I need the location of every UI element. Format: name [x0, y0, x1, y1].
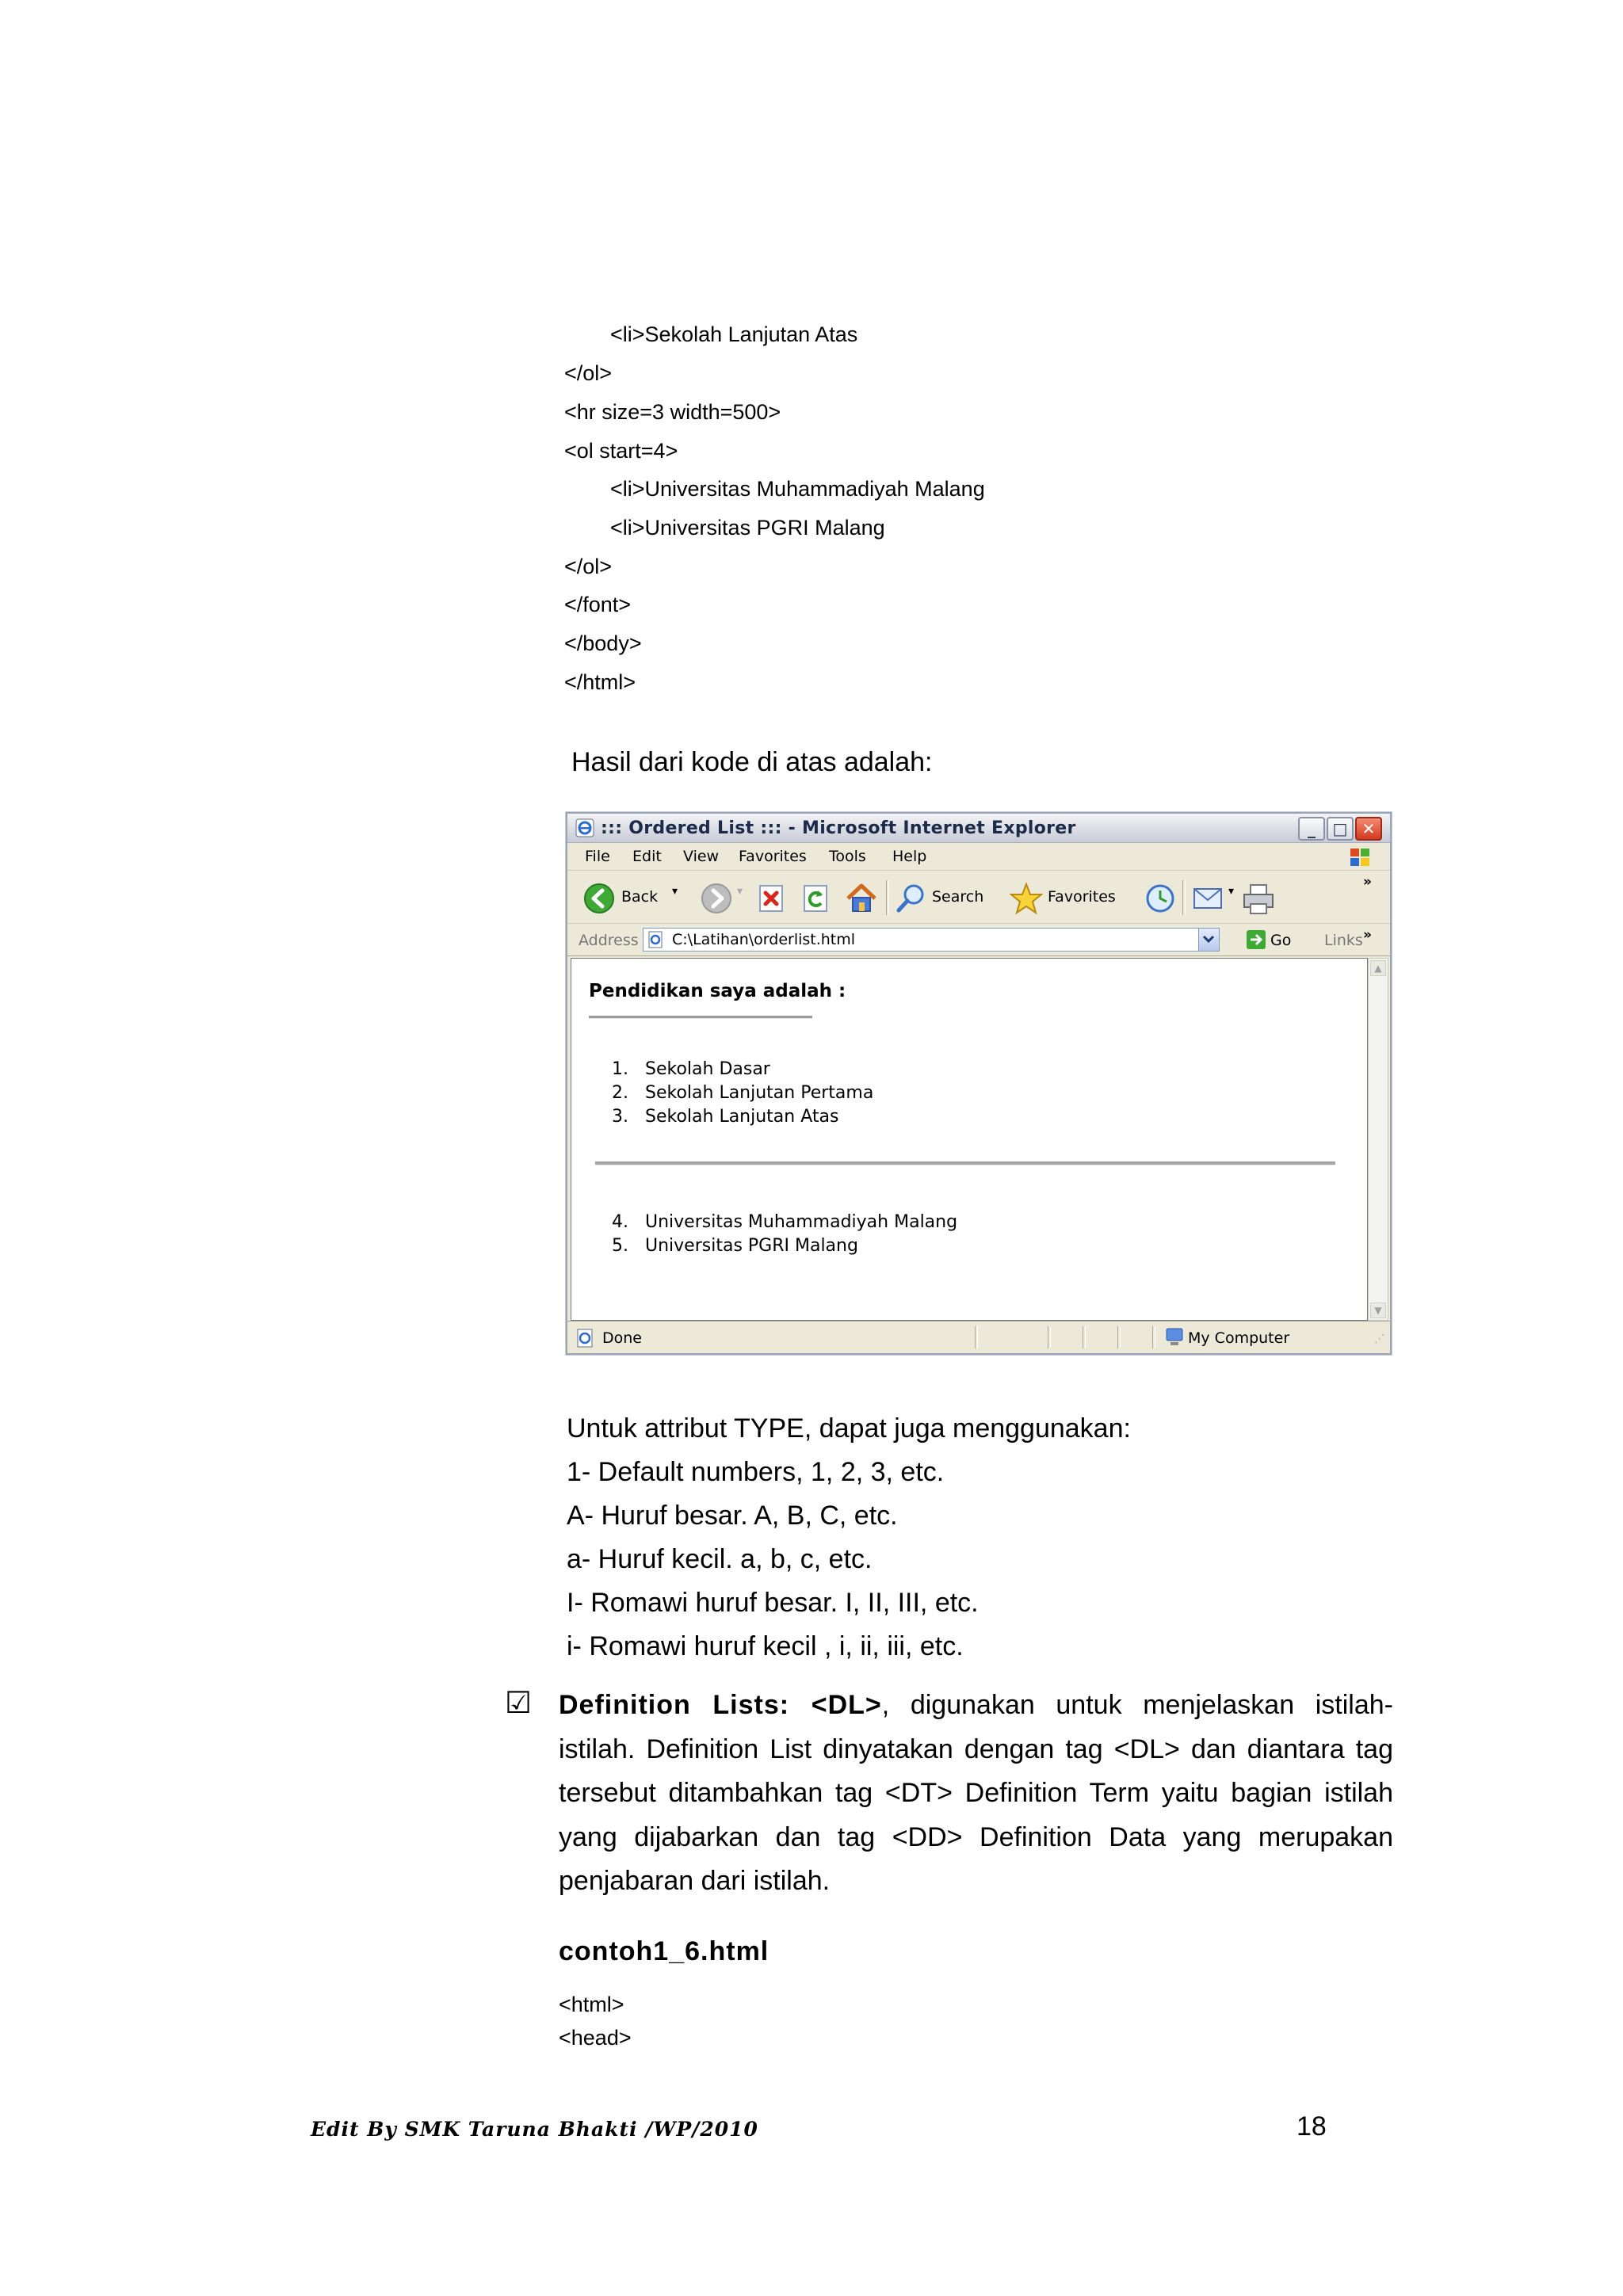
- menu-view[interactable]: View: [683, 848, 720, 865]
- code-line: <html>: [559, 1993, 624, 2016]
- horizontal-rule: [595, 1161, 1335, 1165]
- links-button[interactable]: Links: [1324, 932, 1363, 949]
- stop-icon[interactable]: [756, 883, 788, 914]
- minimize-button[interactable]: _: [1298, 817, 1325, 841]
- links-overflow-icon[interactable]: »: [1363, 927, 1372, 943]
- status-separator: [975, 1326, 978, 1348]
- home-icon[interactable]: [845, 882, 878, 915]
- favorites-star-icon[interactable]: [1010, 882, 1043, 915]
- mail-dropdown-icon[interactable]: ▾: [1228, 885, 1235, 898]
- code-line: </font>: [564, 593, 632, 616]
- paragraph-line: penjabaran dari istilah.: [559, 1866, 831, 1896]
- favorites-label[interactable]: Favorites: [1048, 888, 1116, 906]
- page-done-icon: [575, 1328, 596, 1348]
- browser-title: ::: Ordered List ::: - Microsoft Internet Explorer: [601, 818, 1076, 838]
- address-value: C:\Latihan\orderlist.html: [672, 931, 856, 948]
- status-separator: [1083, 1326, 1086, 1348]
- list-item-number: 4.: [612, 1212, 628, 1232]
- go-arrow-icon[interactable]: [1246, 929, 1266, 950]
- code-line: <hr size=3 width=500>: [564, 400, 781, 424]
- toolbar-separator: [1182, 880, 1186, 915]
- ie-icon: [575, 818, 594, 837]
- scroll-down-icon[interactable]: ▼: [1370, 1302, 1386, 1318]
- type-option: 1- Default numbers, 1, 2, 3, etc.: [567, 1457, 945, 1487]
- menu-edit[interactable]: Edit: [632, 848, 662, 865]
- back-dropdown-icon[interactable]: ▾: [672, 885, 678, 898]
- menu-help[interactable]: Help: [892, 848, 927, 865]
- standard-toolbar: [567, 871, 1390, 924]
- code-line: <li>Universitas Muhammadiyah Malang: [610, 477, 985, 501]
- menu-bar: [567, 843, 1390, 871]
- history-icon[interactable]: [1144, 883, 1176, 914]
- checkbox-icon: ☑: [505, 1687, 533, 1720]
- paragraph-line: tersebut ditambahkan tag <DT> Definition Term yaitu bagian istilah: [559, 1778, 1393, 1808]
- paragraph-line: [559, 1684, 1393, 1728]
- result-intro: Hasil dari kode di atas adalah:: [571, 747, 933, 777]
- code-line: <li>Universitas PGRI Malang: [610, 516, 885, 540]
- go-button[interactable]: Go: [1270, 932, 1292, 949]
- menu-tools[interactable]: Tools: [829, 848, 866, 865]
- menu-file[interactable]: File: [585, 848, 610, 865]
- refresh-icon[interactable]: [800, 883, 832, 914]
- heading-rule: [589, 1016, 812, 1019]
- list-item: Sekolah Lanjutan Pertama: [645, 1083, 874, 1103]
- search-icon[interactable]: [894, 882, 927, 915]
- address-label: Address: [579, 932, 639, 949]
- status-zone: My Computer: [1188, 1329, 1290, 1347]
- code-line: <head>: [559, 2026, 632, 2050]
- definition-paragraph: [559, 1684, 1393, 1904]
- paragraph-line: yang dijabarkan dan tag <DD> Definition Data yang merupakan: [559, 1821, 1393, 1852]
- browser-window: [566, 812, 1392, 1355]
- maximize-button[interactable]: □: [1327, 817, 1354, 841]
- status-text: Done: [602, 1329, 642, 1347]
- resize-grip-icon[interactable]: ⋰: [1374, 1333, 1385, 1345]
- mail-icon[interactable]: [1192, 883, 1227, 914]
- list-item: Sekolah Dasar: [645, 1059, 770, 1079]
- example-filename: contoh1_6.html: [559, 1936, 769, 1966]
- code-line: </body>: [564, 631, 642, 655]
- list-item-number: 2.: [612, 1083, 628, 1103]
- address-input[interactable]: [643, 928, 1220, 952]
- forward-arrow-icon[interactable]: [701, 883, 732, 914]
- search-label[interactable]: Search: [932, 888, 984, 906]
- page-heading: Pendidikan saya adalah :: [589, 981, 846, 1001]
- chevron-down-icon: [1199, 929, 1218, 949]
- code-line: </html>: [564, 670, 636, 694]
- type-option: a- Huruf kecil. a, b, c, etc.: [567, 1544, 873, 1574]
- my-computer-icon: [1163, 1326, 1186, 1348]
- scroll-up-icon[interactable]: ▲: [1370, 960, 1386, 976]
- type-option: A- Huruf besar. A, B, C, etc.: [567, 1501, 898, 1531]
- windows-flag-icon: [1344, 846, 1376, 868]
- list-item-number: 1.: [612, 1059, 628, 1079]
- type-intro: Untuk attribut TYPE, dapat juga menggunakan:: [567, 1413, 1131, 1444]
- print-icon[interactable]: [1241, 882, 1277, 917]
- code-line: <li>Sekolah Lanjutan Atas: [610, 322, 858, 346]
- status-separator: [1152, 1326, 1155, 1348]
- status-separator: [1117, 1326, 1121, 1348]
- type-option: I- Romawi huruf besar. I, II, III, etc.: [567, 1588, 979, 1618]
- back-arrow-icon[interactable]: [583, 883, 615, 914]
- browser-title-bar: [567, 814, 1390, 843]
- toolbar-separator: [886, 880, 889, 915]
- forward-dropdown-icon[interactable]: ▾: [737, 885, 743, 898]
- vertical-scrollbar[interactable]: [1368, 958, 1388, 1321]
- back-label[interactable]: Back: [621, 888, 659, 906]
- page-icon: [647, 931, 665, 948]
- toolbar-overflow-icon[interactable]: »: [1363, 874, 1372, 890]
- browser-viewport: [571, 958, 1368, 1321]
- address-bar: [567, 924, 1390, 956]
- status-separator: [1048, 1326, 1051, 1348]
- status-bar: [567, 1321, 1390, 1353]
- menu-favorites[interactable]: Favorites: [739, 848, 807, 865]
- definition-term: Definition Lists: <DL>: [559, 1690, 882, 1720]
- paragraph-line: istilah. Definition List dinyatakan dengan tag <DL> dan diantara tag: [559, 1733, 1393, 1764]
- list-item-number: 5.: [612, 1236, 628, 1256]
- type-option: i- Romawi huruf kecil , i, ii, iii, etc.: [567, 1631, 964, 1661]
- list-item: Universitas Muhammadiyah Malang: [645, 1212, 958, 1232]
- address-dropdown-button[interactable]: [1198, 929, 1219, 951]
- code-line: <ol start=4>: [564, 439, 678, 463]
- code-line: </ol>: [564, 555, 613, 578]
- code-line: </ol>: [564, 361, 613, 385]
- list-item-number: 3.: [612, 1107, 628, 1127]
- footer-credit: Edit By SMK Taruna Bhakti /WP/2010: [311, 2118, 758, 2141]
- list-item: Universitas PGRI Malang: [645, 1236, 858, 1256]
- paragraph-text: , digunakan untuk menjelaskan istilah-: [881, 1690, 1393, 1720]
- list-item: Sekolah Lanjutan Atas: [645, 1107, 839, 1127]
- page-number: 18: [1296, 2111, 1327, 2142]
- close-button[interactable]: ✕: [1355, 817, 1382, 841]
